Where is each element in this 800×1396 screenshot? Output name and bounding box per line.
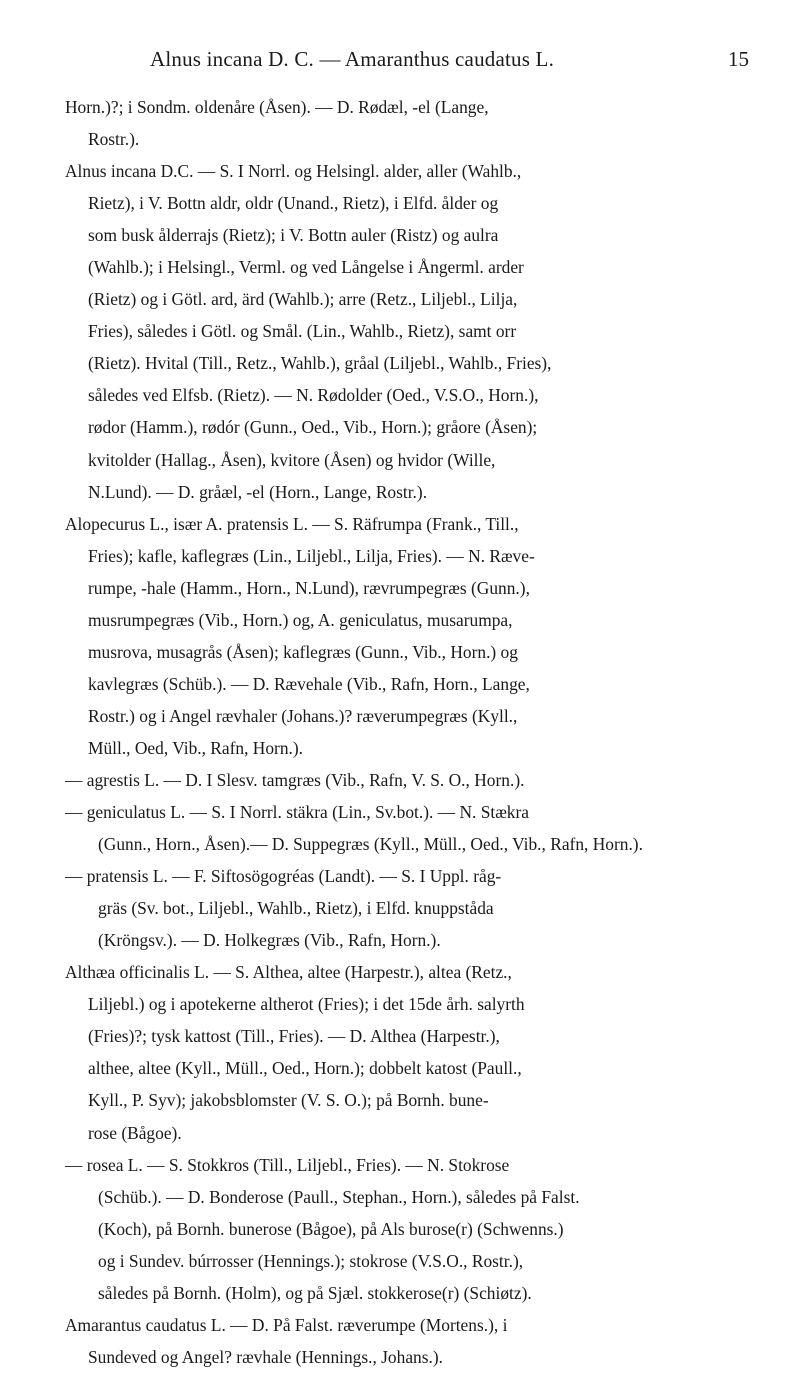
- text-line: således på Bornh. (Holm), og på Sjæl. stokkerose(r) (Schiøtz).: [98, 1282, 532, 1303]
- text-line: (Rietz) og i Götl. ard, ärd (Wahlb.); arre (Retz., Liljebl., Lilja,: [88, 289, 518, 310]
- body-text: [65, 91, 745, 1373]
- text-line: kavlegræs (Schüb.). — D. Rævehale (Vib., Rafn, Horn., Lange,: [88, 673, 530, 694]
- text-line: Horn.)?; i Sondm. oldenåre (Åsen). — D. Rødæl, -el (Lange,: [65, 97, 489, 117]
- text-line: (Rietz). Hvital (Till., Retz., Wahlb.), gråal (Liljebl., Wahlb., Fries),: [88, 353, 552, 374]
- text-line: Fries); kafle, kaflegræs (Lin., Liljebl., Lilja, Fries). — N. Ræve-: [88, 545, 535, 566]
- text-line: — agrestis L. — D. I Slesv. tamgræs (Vib., Rafn, V. S. O., Horn.).: [65, 769, 525, 790]
- text-line: gräs (Sv. bot., Liljebl., Wahlb., Rietz), i Elfd. knuppståda: [98, 898, 494, 919]
- text-line: Sundeved og Angel? rævhale (Hennings., Johans.).: [88, 1346, 443, 1367]
- text-line: (Schüb.). — D. Bonderose (Paull., Stephan., Horn.), således på Falst.: [98, 1186, 580, 1207]
- text-line: Müll., Oed, Vib., Rafn, Horn.).: [88, 737, 304, 758]
- text-line: rødor (Hamm.), rødór (Gunn., Oed., Vib., Horn.); gråore (Åsen);: [88, 417, 538, 438]
- text-line: Rietz), i V. Bottn aldr, oldr (Unand., Rietz), i Elfd. ålder og: [88, 193, 499, 214]
- page-number: 15: [728, 47, 749, 71]
- text-line: N.Lund). — D. gråæl, -el (Horn., Lange, Rostr.).: [88, 481, 428, 502]
- text-line: Alnus incana D.C. — S. I Norrl. og Helsingl. alder, aller (Wahlb.,: [65, 161, 522, 182]
- text-line: Alopecurus L., især A. pratensis L. — S. Räfrumpa (Frank., Till.,: [65, 513, 519, 534]
- running-title: Alnus incana D. C. — Amaranthus caudatus L.: [150, 47, 555, 71]
- text-line: (Kröngsv.). — D. Holkegræs (Vib., Rafn, Horn.).: [98, 930, 441, 951]
- text-line: Rostr.) og i Angel rævhaler (Johans.)? ræverumpegræs (Kyll.,: [88, 705, 518, 726]
- text-line: rumpe, -hale (Hamm., Horn., N.Lund), rævrumpegræs (Gunn.),: [88, 577, 530, 598]
- text-line: (Fries)?; tysk kattost (Till., Fries). — D. Althea (Harpestr.),: [88, 1026, 500, 1047]
- text-line: (Gunn., Horn., Åsen).— D. Suppegræs (Kyll., Müll., Oed., Vib., Rafn, Horn.).: [98, 834, 643, 855]
- text-line: således ved Elfsb. (Rietz). — N. Rødolder (Oed., V.S.O., Horn.),: [88, 385, 539, 406]
- text-line: Liljebl.) og i apotekerne altherot (Fries); i det 15de årh. salyrth: [88, 994, 525, 1015]
- text-line: musrumpegræs (Vib., Horn.) og, A. geniculatus, musarumpa,: [88, 609, 513, 630]
- text-line: Fries), således i Götl. og Smål. (Lin., Wahlb., Rietz), samt orr: [88, 321, 517, 342]
- text-line: rose (Bågoe).: [88, 1122, 182, 1143]
- text-line: althee, altee (Kyll., Müll., Oed., Horn.); dobbelt katost (Paull.,: [88, 1058, 522, 1079]
- text-line: Kyll., P. Syv); jakobsblomster (V. S. O.); på Bornh. bune-: [88, 1090, 489, 1111]
- text-line: Amarantus caudatus L. — D. På Falst. ræverumpe (Mortens.), i: [65, 1314, 508, 1335]
- text-line: og i Sundev. búrrosser (Hennings.); stokrose (V.S.O., Rostr.),: [98, 1250, 524, 1271]
- text-line: som busk ålderrajs (Rietz); i V. Bottn auler (Ristz) og aulra: [88, 225, 499, 246]
- text-line: (Wahlb.); i Helsingl., Verml. og ved Långelse i Ångerml. arder: [88, 257, 524, 278]
- text-line: Rostr.).: [88, 129, 140, 150]
- text-line: — rosea L. — S. Stokkros (Till., Liljebl., Fries). — N. Stokrose: [65, 1154, 510, 1175]
- text-line: (Koch), på Bornh. bunerose (Bågoe), på Als burose(r) (Schwenns.): [98, 1218, 564, 1239]
- text-line: — geniculatus L. — S. I Norrl. stäkra (Lin., Sv.bot.). — N. Stækra: [65, 802, 530, 823]
- running-head: [0, 47, 800, 87]
- text-line: musrova, musagrås (Åsen); kaflegræs (Gunn., Vib., Horn.) og: [88, 641, 518, 662]
- text-line: — pratensis L. — F. Siftosögogréas (Landt). — S. I Uppl. råg-: [65, 866, 502, 887]
- text-line: kvitolder (Hallag., Åsen), kvitore (Åsen) og hvidor (Wille,: [88, 449, 496, 470]
- text-line: Althæa officinalis L. — S. Althea, altee (Harpestr.), altea (Retz.,: [65, 962, 512, 983]
